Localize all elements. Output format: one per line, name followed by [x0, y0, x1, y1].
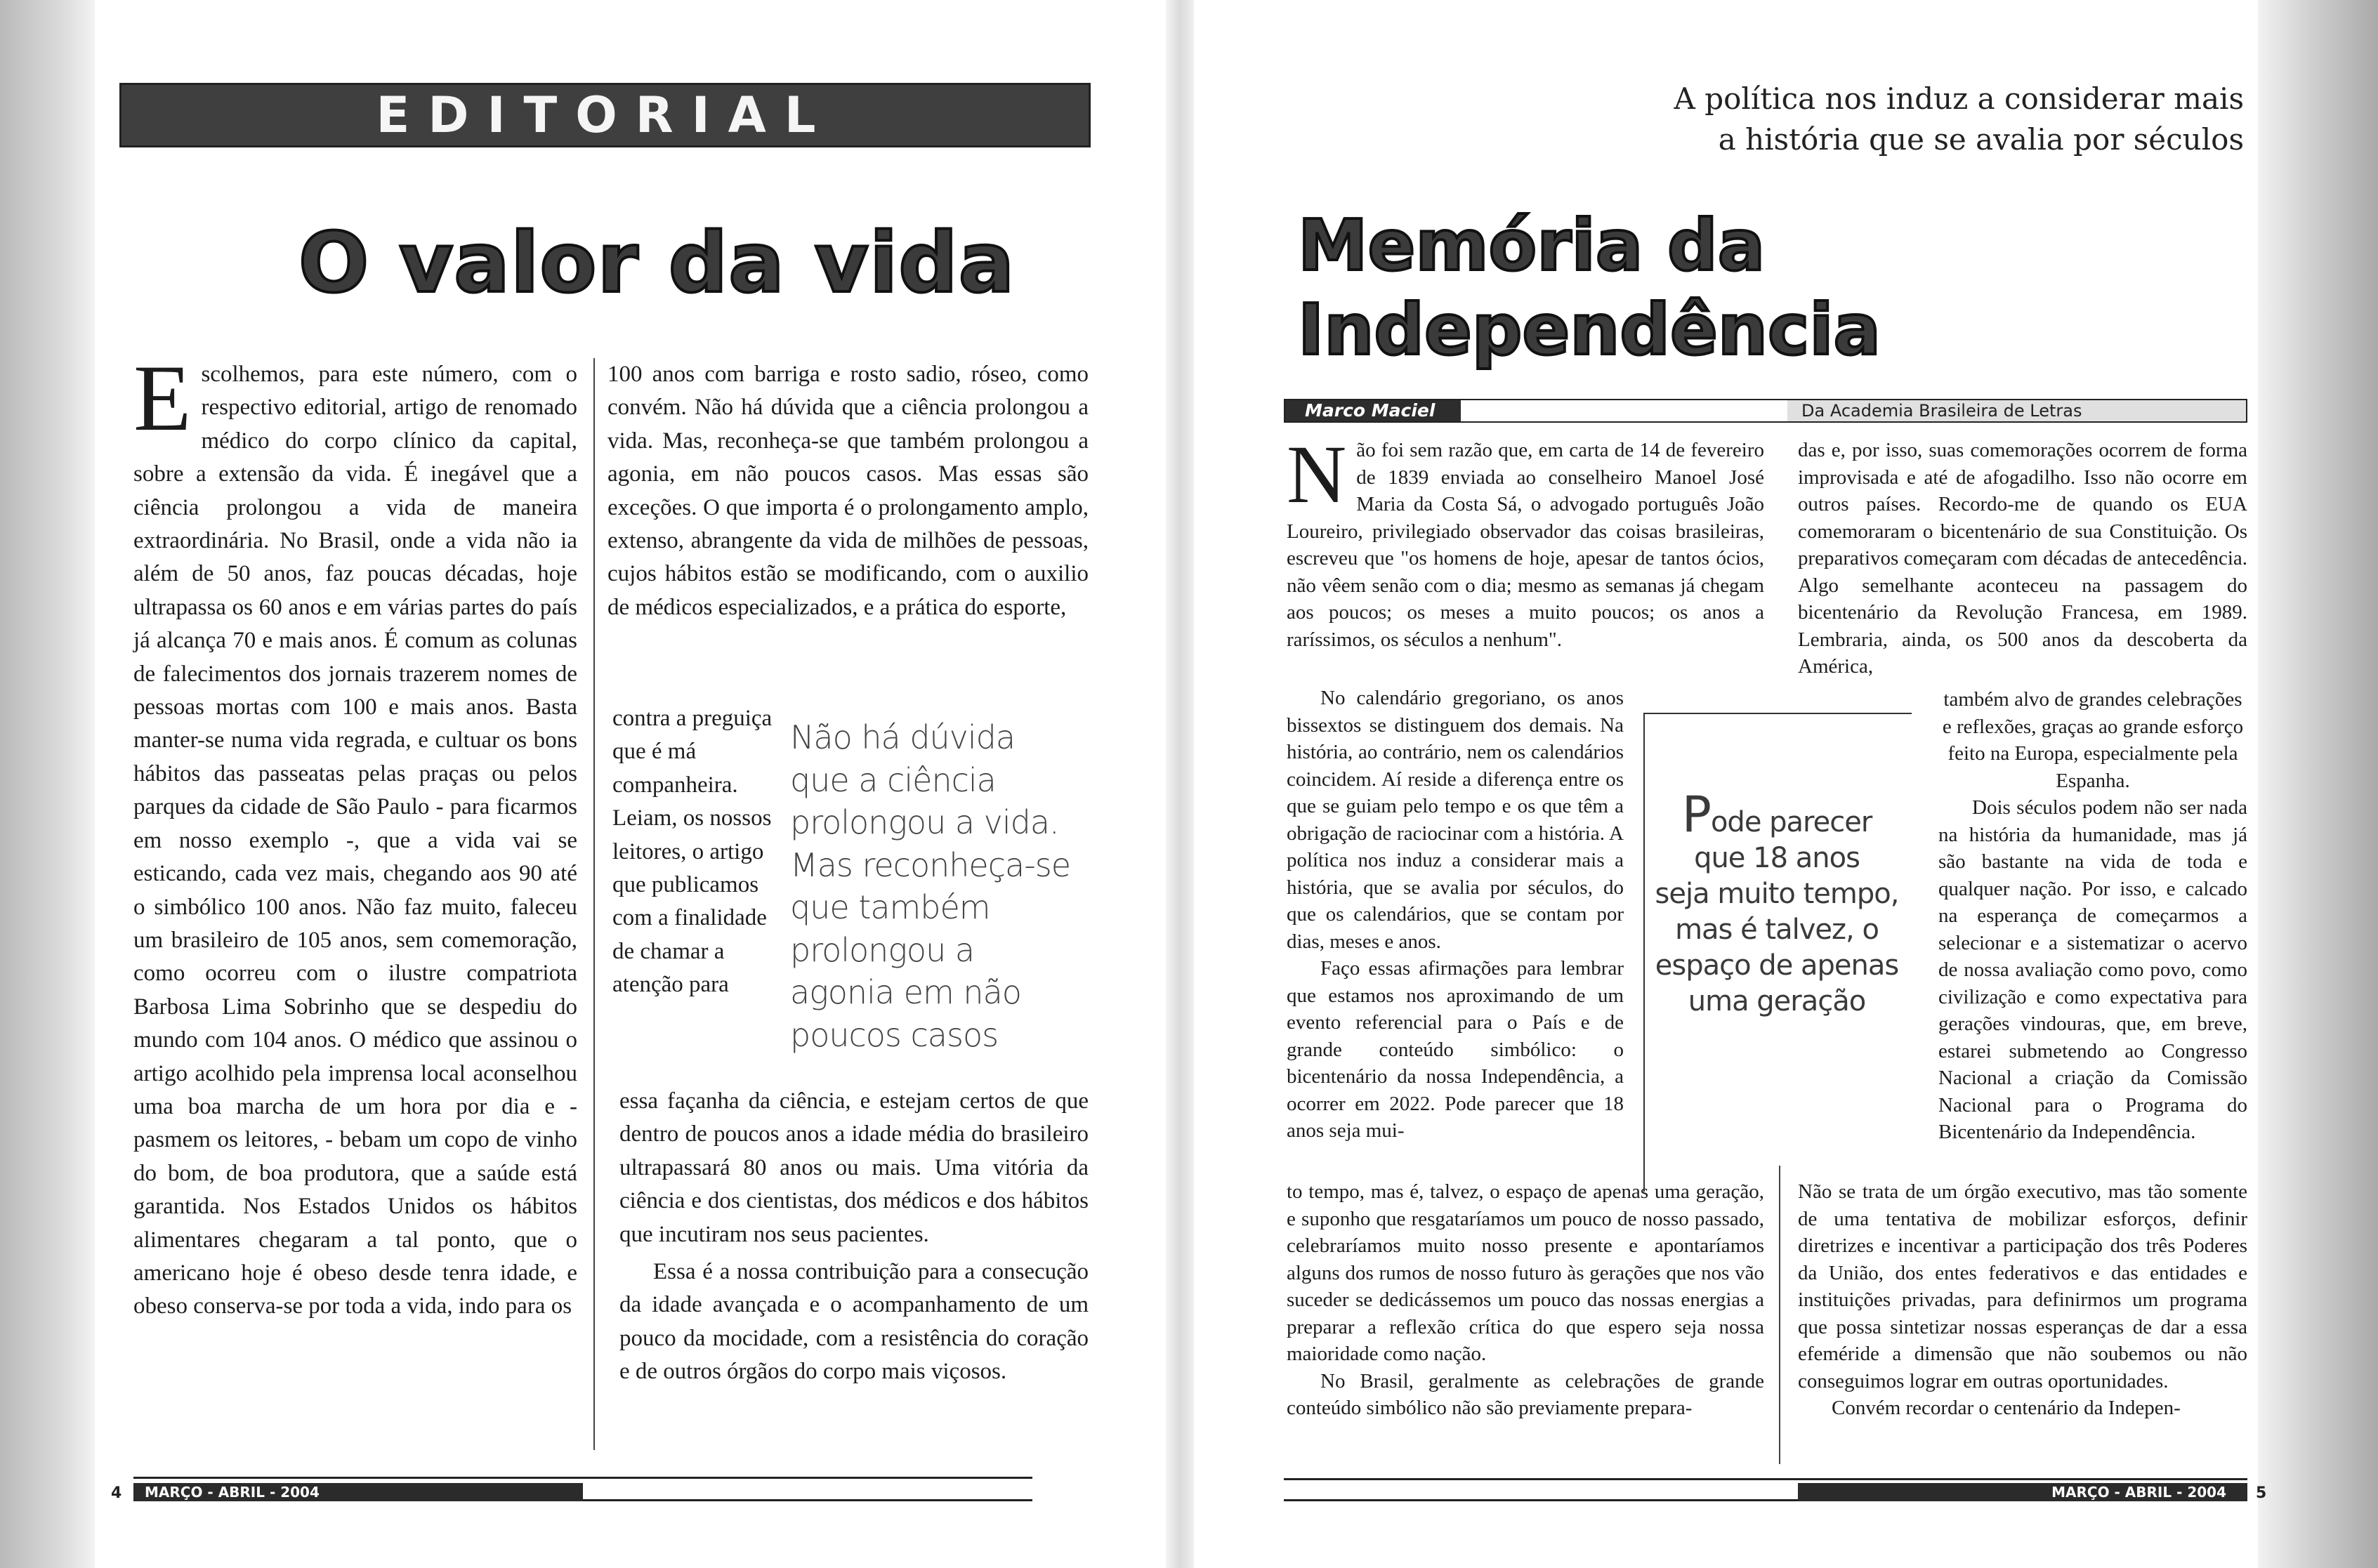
footer-rule	[1284, 1499, 1798, 1501]
footer-rule	[133, 1477, 1032, 1479]
pull-quote-line: mas é talvez, o	[1675, 914, 1879, 946]
pull-quote	[790, 716, 1085, 1056]
article-column-2-bottom	[1798, 1178, 2247, 1422]
pull-quote-dropcap: P	[1681, 786, 1711, 843]
footer-date: MARÇO - ABRIL - 2004	[1798, 1483, 2247, 1501]
editorial-column-2-narrow	[612, 702, 775, 1002]
pull-quote-line: que também	[790, 888, 990, 926]
article-column-1-top	[1287, 428, 1764, 653]
book-spine	[1166, 0, 1194, 1568]
drop-cap: N	[1287, 428, 1347, 520]
footer-date: MARÇO - ABRIL - 2004	[133, 1483, 583, 1501]
pull-quote-line: poucos casos	[790, 1015, 999, 1054]
pull-quote-line: seja muito tempo,	[1655, 878, 1899, 910]
pull-quote-line: agonia em não	[790, 973, 1021, 1011]
pull-quote-line: Não há dúvida	[790, 718, 1016, 756]
pull-quote-line: prolongou a vida.	[790, 803, 1059, 841]
pull-quote-line: espaço de apenas	[1655, 949, 1899, 982]
editorial-title: O valor da vida	[298, 214, 1016, 311]
pull-quote-line: Mas reconheça-se	[790, 845, 1071, 884]
body-text: Dois séculos podem não ser nada na história da humanidade, mas já são bastante na vida de toda e qualquer nação. Por isso, e calcado na esperança de começarmos a selecionar e a sistematizar o acervo de nossa avaliação como povo, como civilização e como expectativa para gerações vindouras, que, em breve, estarei submetendo ao Congresso Nacional a criação da Comissão Nacional para o Programa do Bicentenário da Independência.	[1938, 796, 2247, 1143]
pull-quote-line: que a ciência	[790, 760, 996, 799]
author-affiliation: Da Academia Brasileira de Letras	[1787, 400, 2246, 421]
pull-quote-line: prolongou a	[790, 930, 975, 969]
pull-quote-line: Pode parecer	[1681, 786, 1872, 843]
column-rule	[593, 358, 595, 1450]
drop-cap: E	[133, 346, 192, 451]
page-edge-right	[2258, 0, 2378, 1568]
body-text: contra a preguiça que é má companheira. Leiam, os nossos leitores, o artigo que publicamos com a finalidade de chamar a atenção para	[612, 706, 773, 998]
article-column-1-narrow	[1287, 685, 1624, 1145]
body-text: essa façanha da ciência, e estejam certos de que dentro de poucos anos a idade média do brasileiro ultrapassará 80 anos ou mais. Uma vitória da ciência e dos cientistas, dos médicos e dos hábitos que incutiram nos seus pacientes.	[619, 1088, 1089, 1247]
footer-rule	[1284, 1478, 2247, 1480]
subtitle-line: A política nos induz a considerar mais	[1674, 81, 2244, 116]
body-text: Essa é a nossa contribuição para a consecução da idade avançada e o acompanhamento de um pouco da mocidade, com a resistência do coração e de outros órgãos do corpo mais viçosos.	[619, 1259, 1089, 1385]
author-name: Marco Maciel	[1285, 400, 1461, 421]
article-column-2-top	[1798, 437, 2247, 680]
pull-quote-line: uma geração	[1688, 985, 1866, 1017]
page-edge-left	[0, 0, 95, 1568]
page-number: 4	[111, 1484, 122, 1502]
page-number: 5	[2256, 1484, 2267, 1502]
body-text: Convém recordar o centenário da Indepen-	[1832, 1397, 2181, 1419]
body-text: ão foi sem razão que, em carta de 14 de fevereiro de 1839 enviada ao conselheiro Manoel José Maria da Costa Sá, o advogado português João Loureiro, privilegiado observador das coisas brasileiras, escreveu que "os homens de hoje, apesar de tantos ócios, não vêem senão com o dia; mesmo as semanas já chegam aos poucos; os meses a muito poucos; os anos a raríssimos, os séculos a nenhum".	[1287, 439, 1764, 651]
editorial-column-2-top	[607, 358, 1089, 624]
article-title-line-1: Memória da	[1298, 204, 1766, 286]
section-banner: EDITORIAL	[119, 83, 1091, 147]
subtitle-line: a história que se avalia por séculos	[1718, 122, 2244, 157]
body-text: scolhemos, para este número, com o respectivo editorial, artigo de renomado médico do corpo clínico da capital, sobre a extensão da vida. É inegável que a ciência prolongou a vida de maneira extraordinária. No Brasil, onde a vida não ia além de 50 anos, faz poucas décadas, hoje ultrapassa os 60 anos e em várias partes do país já alcança 70 e mais anos. É comum as colunas de falecimentos dos jornais trazerem nomes de pessoas mortas com 100 e mais anos. Basta manter-se numa vida regrada, e cultuar os bons hábitos das passeatas pelas praças ou pelos parques da cidade de São Paulo - para ficarmos em nosso exemplo -, que a vida vai se esticando, cada vez mais, chegando aos 90 até o simbólico 100 anos. Não faz muito, faleceu um brasileiro de 105 anos, sem comemoração, como ocorreu com o ilustre compatriota Barbosa Lima Sobrinho que se despediu do mundo com 104 anos. O médico que assinou o artigo acolhido pela imprensa local aconselhou uma boa marcha de um hora por dia e - pasmem os leitores, - bebam um copo de vinho do bom, de boa produtora, que a saúde está garantida. Nos Estados Unidos os hábitos alimentares chegaram a tal ponto, que o americano hoje é obeso desde tenra idade, e obeso conserva-se por toda a vida, indo para os	[133, 362, 577, 1319]
editorial-column-2-bottom	[619, 1085, 1089, 1389]
body-text: das e, por isso, suas comemorações ocorrem de forma improvisada e até de afogadilho. Isso não ocorre em outros países. Recordo-me de quando os EUA comemoraram o bicentenário de sua Constituição. Os preparativos começaram com décadas de antecedência. Algo semelhante aconteceu na passagem do bicentenário da Revolução Francesa, em 1989. Lembraria, ainda, os 500 anos da descoberta da América,	[1798, 439, 2247, 678]
body-text: 100 anos com barriga e rosto sadio, róseo, como convém. Não há dúvida que a ciência prolongou a vida. Mas, reconheça-se que também prolongou a agonia, em não poucos casos. Mas essas são exceções. O que importa é o prolongamento amplo, extenso, abrangente da vida de milhões de pessoas, cujos hábitos estão se modificando, com o auxilio de médicos especializados, e a prática do esporte,	[607, 362, 1089, 620]
footer-rule	[583, 1499, 1032, 1501]
body-text: No calendário gregoriano, os anos bissextos se distinguem dos demais. Na história, ao contrário, nem os calendários coincidem. Aí reside a diferença entre os que se guiam pelo tempo e os que têm a obrigação de raciocinar com a história. A política nos induz a considerar mais a história, que se avalia por séculos, do que os calendários, que se contam por dias, meses e anos.	[1287, 687, 1624, 953]
body-text: No Brasil, geralmente as celebrações de grande conteúdo simbólico não são previamente prepara-	[1287, 1369, 1764, 1419]
body-text: Não se trata de um órgão executivo, mas tão somente de uma tentativa de mobilizar esforços, definir diretrizes e incentivar a participação dos três Poderes da União, dos entes federativos e das entidades e instituições privadas, para definirmos um programa que possa sintetizar nossas esperanças de dar a essa efeméride a dimensão que não soubemos ou não conseguimos lograr em outras oportunidades.	[1798, 1180, 2247, 1392]
body-text: Faço essas afirmações para lembrar que estamos nos aproximando de um evento referencial para o País e de grande conteúdo simbólico: o bicentenário da nossa Independência, a ocorrer em 2022. Pode parecer que 18 anos seja mui-	[1287, 957, 1624, 1142]
pull-quote-line: que 18 anos	[1694, 842, 1860, 874]
article-column-2-narrow	[1938, 686, 2247, 1146]
article-subtitle	[1615, 79, 2244, 160]
article-column-1-bottom	[1287, 1178, 1764, 1422]
editorial-column-1	[133, 346, 577, 1324]
body-text: to tempo, mas é, talvez, o espaço de apenas uma geração, e suponho que resgataríamos um pouco de nosso passado, celebraríamos muito nosso presente e apontaríamos alguns dos rumos de nosso futuro às gerações que nos vão suceder se dedicássemos um pouco das nossas energias a preparar a reflexão crítica do que espero seja nossa maioridade como nação.	[1287, 1180, 1764, 1365]
body-text: também alvo de grandes celebrações e reflexões, graças ao grande esforço feito na Europa, especialmente pela Espanha.	[1942, 688, 2244, 792]
pull-quote	[1647, 786, 1907, 1020]
article-title-line-2: Independência	[1298, 289, 1881, 371]
column-rule	[1779, 1166, 1780, 1464]
